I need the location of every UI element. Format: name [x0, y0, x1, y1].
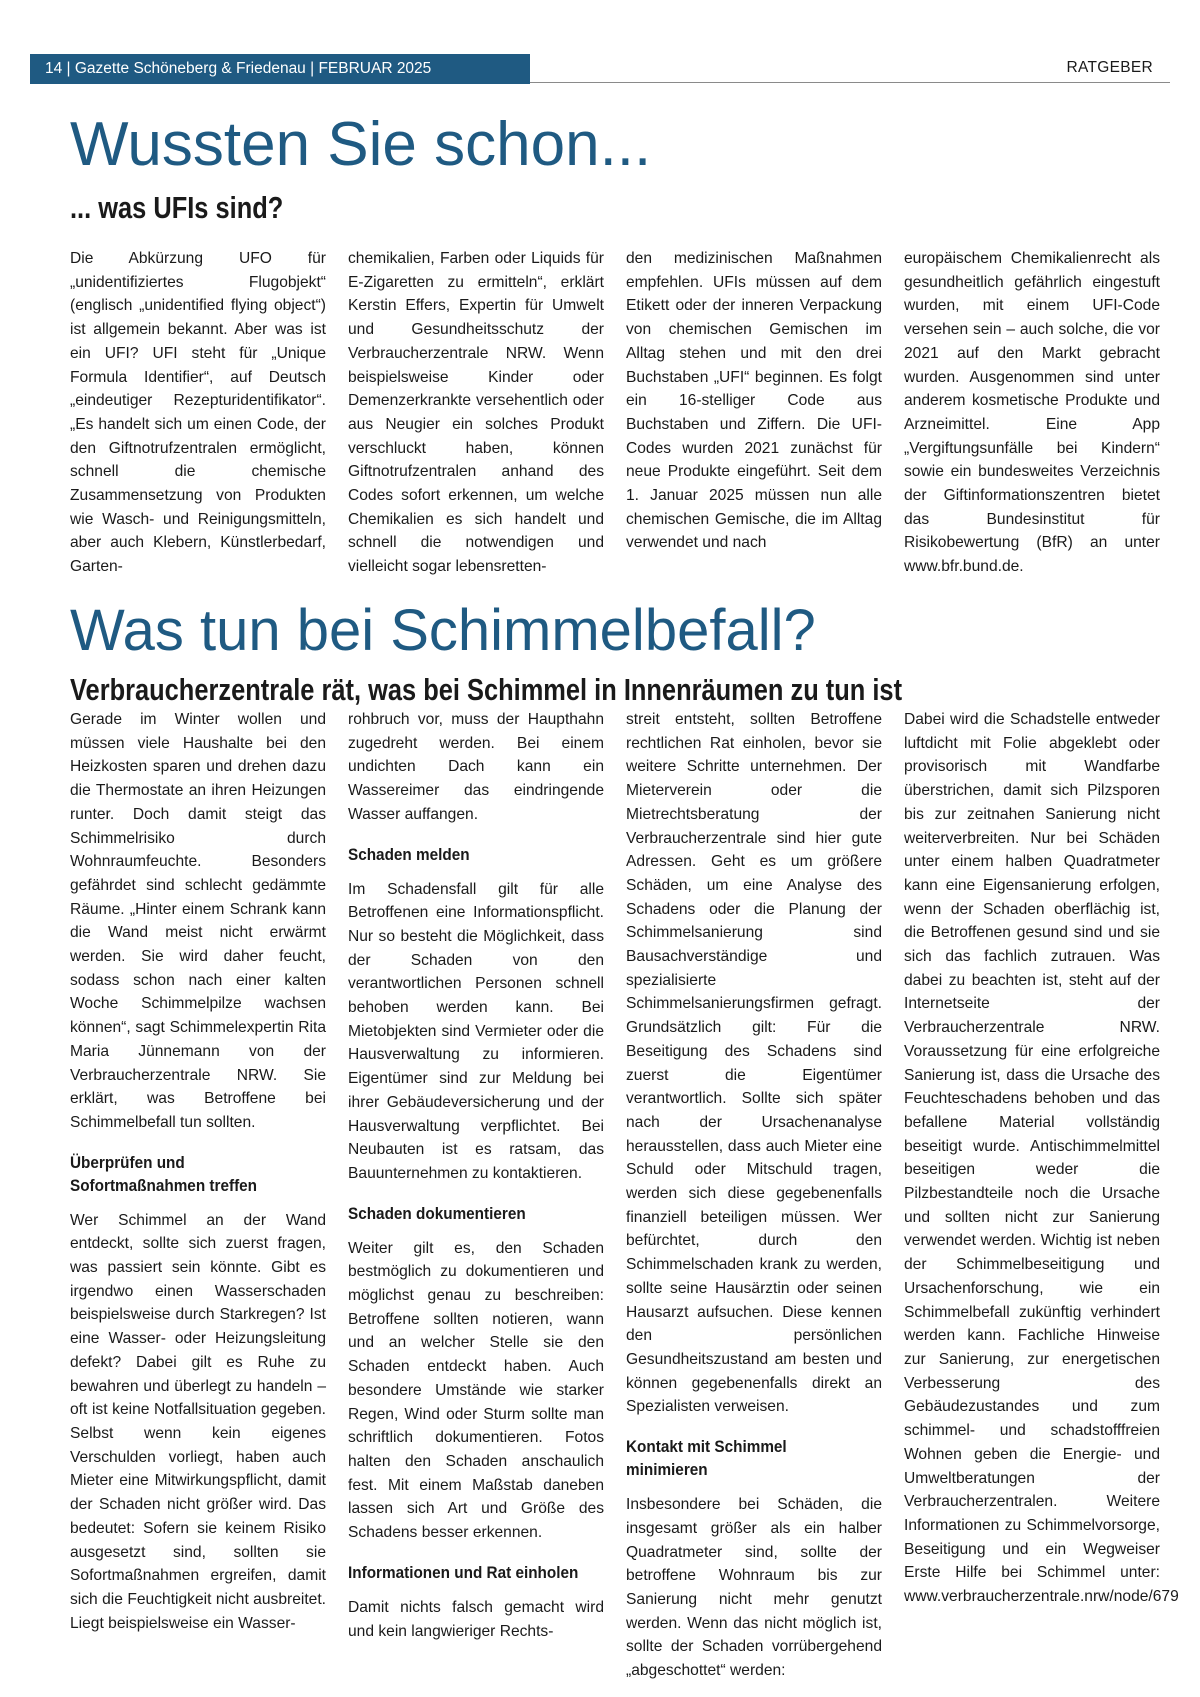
- article1-col1-text: Die Abkürzung UFO für „unidentifiziertes Flugobjekt“ (englisch „unidentified flying object“) ist allgemein bekannt. Aber was ist ein UFI? UFI steht für „Unique Formula Identifier“, auf Deutsch „eindeutiger Rezepturidentifikator“. „Es handelt sich um einen Code, der den Giftnotrufzentralen ermöglicht, schnell die chemische Zusammensetzung von Produkten wie Wasch- und Reinigungsmitteln, aber auch Klebern, Künstlerbedarf, Garten-: [70, 250, 326, 576]
- article1-col4-text: europäischem Chemikalienrecht als gesundheitlich gefährlich eingestuft wurden, mit einem UFI-Code versehen sein – auch solche, die vor 2021 auf den Markt gebracht wurden. Ausgenommen sind unter anderem kosmetische Produkte und Arzneimittel. Eine App „Vergiftungsunfälle bei Kindern“ sowie ein bundesweites Verzeichnis der Giftinformationszentren bietet das Bundesinstitut für Risikobewertung (BfR) an unter www.bfr.bund.de.: [904, 250, 1160, 576]
- article1-column-2: [348, 247, 604, 579]
- article2-subheading: Kontakt mit Schimmel minimieren: [626, 1437, 787, 1480]
- article2-col1-paragraph: Gerade im Winter wollen und müssen viele Haushalte bei den Heizkosten sparen und drehen dazu die Thermostate an ihren Heizungen runter. Doch damit steigt das Schimmelrisiko durch Wohnraumfeuchte. Besonders gefährdet sind schlecht gedämmte Räume. „Hinter einem Schrank kann die Wand meist nicht erwärmt werden. Sie wird daher feucht, sodass schon nach einer kalten Woche Schimmelpilze wachsen können“, sagt Schimmelexpertin Rita Maria Jünnemann von der Verbraucherzentrale NRW. Sie erklärt, was Betroffene bei Schimmelbefall tun sollten.: [70, 711, 326, 1131]
- header-rule: [530, 82, 1170, 83]
- article2-col1-paragraph: Wer Schimmel an der Wand entdeckt, sollte sich zuerst fragen, was passiert sein könnte. Gibt es irgendwo einen Wasserschaden beispielsweise durch Starkregen? Ist eine Wasser- oder Heizungsleitung defekt? Dabei gilt es Ruhe zu bewahren und überlegt zu handeln – oft ist keine Notfallsituation gegeben. Selbst wenn kein eigenes Verschulden vorliegt, haben auch Mieter eine Mitwirkungspflicht, damit der Schaden nicht größer wird. Das bedeutet: Sofern sie keinem Risiko ausgesetzt sind, sollten sie Sofortmaßnahmen ergreifen, damit sich die Feuchtigkeit nicht ausbreitet. Liegt beispielsweise ein Wasser-: [70, 1211, 326, 1632]
- article2-subheading: Schaden melden: [348, 844, 470, 864]
- article2-subheading: Überprüfen und Sofortmaßnahmen treffen: [70, 1152, 258, 1195]
- article2-column-3: [626, 708, 882, 1683]
- article1-col2-text: chemikalien, Farben oder Liquids für E-Zigaretten zu ermitteln“, erklärt Kerstin Effers, Expertin für Umwelt und Gesundheitsschutz der Verbraucherzentrale NRW. Wenn beispielsweise Kinder oder Demenzerkrankte versehentlich oder aus Neugier ein solches Produkt verschluckt haben, können Giftnotrufzentralen anhand des Codes sofort erkennen, um welche Chemikalien es sich handelt und schnell die notwendigen und vielleicht sogar lebensretten-: [348, 250, 604, 576]
- article2-col2-paragraph: Im Schadensfall gilt für alle Betroffenen eine Informationspflicht. Nur so besteht die Möglichkeit, dass der Schaden von den verantwortlichen Personen schnell behoben werden kann. Bei Mietobjekten sind Vermieter oder die Hausverwaltung zu informieren. Eigentümer sind zur Meldung bei ihrer Gebäudeversicherung und der Hausverwaltung verpflichtet. Bei Neubauten ist es ratsam, das Bauunternehmen zu kontaktieren.: [348, 880, 604, 1182]
- article1-column-4: [904, 247, 1160, 579]
- article1-subtitle: ... was UFIs sind?: [70, 190, 284, 225]
- article2-column-2: [348, 708, 604, 1643]
- section-label: RATGEBER: [1066, 59, 1153, 76]
- article2-col3-paragraph: streit entsteht, sollten Betroffene rechtlichen Rat einholen, bevor sie weitere Schritte unternehmen. Der Mieterverein oder die Mietrechtsberatung der Verbraucherzentrale sind hier gute Adressen. Geht es um größere Schäden, um eine Analyse des Schadens oder die Planung der Schimmelsanierung sind Bausachverständige und spezialisierte Schimmelsanierungsfirmen gefragt. Grundsätzlich gilt: Für die Beseitigung des Schadens sind zuerst die Eigentümer verantwortlich. Sollte sich später nach der Ursachenanalyse herausstellen, dass auch Mieter eine Schuld oder Mitschuld tragen, werden sich diese gegebenenfalls finanziell beteiligen müssen. Wer befürchtet, durch den Schimmelschaden krank zu werden, sollte seine Hausärztin oder seinen Hausarzt aufsuchen. Diese kennen den persönlichen Gesundheitszustand am besten und können gegebenenfalls direkt an Spezialisten verweisen.: [626, 711, 882, 1416]
- article2-col3-paragraph: Insbesondere bei Schäden, die insgesamt größer als ein halber Quadratmeter sind, sollte der betroffene Wohnraum bis zur Sanierung nicht mehr genutzt werden. Wenn das nicht möglich ist, sollte der Schaden vorrübergehend „abgeschottet“ werden:: [626, 1496, 882, 1680]
- article2-subtitle: Verbraucherzentrale rät, was bei Schimmel in Innenräumen zu tun ist: [70, 672, 903, 707]
- article2-col2-paragraph: rohbruch vor, muss der Haupthahn zugedreht werden. Bei einem undichten Dach kann ein Wassereimer das eindringende Wasser auffangen.: [348, 711, 604, 823]
- masthead-text: 14 | Gazette Schöneberg & Friedenau | FEBRUAR 2025: [45, 60, 432, 77]
- article1-column-3: [626, 247, 882, 555]
- article1-title: Wussten Sie schon...: [70, 110, 652, 179]
- article2-column-4: [904, 708, 1179, 1609]
- article2-col4-paragraph: Dabei wird die Schadstelle entweder luftdicht mit Folie abgeklebt oder provisorisch mit Wandfarbe überstrichen, damit sich Pilzsporen bis zur zeitnahen Sanierung nicht weiterverbreiten. Nur bei Schäden unter einem halben Quadratmeter kann eine Eigensanierung erfolgen, wenn der Schaden oberflächig ist, die Betroffenen gesund sind und sie sich das fachlich zutrauen. Was dabei zu beachten ist, steht auf der Internetseite der Verbraucherzentrale NRW. Voraussetzung für eine erfolgreiche Sanierung ist, dass die Ursache des Feuchteschadens behoben und das befallene Material vollständig beseitigt wurde. Antischimmelmittel beseitigen weder die Pilzbestandteile noch die Ursache und sollten nicht zur Sanierung verwendet werden. Wichtig ist neben der Schimmelbeseitigung und Ursachenforschung, wie ein Schimmelbefall zukünftig verhindert werden kann. Fachliche Hinweise zur Sanierung, zur energetischen Verbesserung des Gebäudezustandes und zum schimmel- und schadstofffreien Wohnen geben die Energie- und Umweltberatungen der Verbraucherzentralen. Weitere Informationen zu Schimmelvorsorge, Beseitigung und ein Wegweiser Erste Hilfe bei Schimmel unter: www.verbraucherzentrale.nrw/node/679: [904, 711, 1179, 1606]
- article2-column-1: [70, 708, 326, 1635]
- article2-col2-paragraph: Damit nichts falsch gemacht wird und kein langwieriger Rechts-: [348, 1598, 604, 1640]
- article2-col2-paragraph: Weiter gilt es, den Schaden bestmöglich zu dokumentieren und möglichst genau zu beschreiben: Betroffene sollten notieren, wann und an welcher Stelle sie den Schaden entdeckt haben. Auch besondere Umstände wie starker Regen, Wind oder Sturm sollte man schriftlich dokumentieren. Fotos halten den Schaden anschaulich fest. Mit einem Maßstab daneben lassen sich Art und Größe des Schadens besser erkennen.: [348, 1239, 604, 1542]
- article2-subheading: Schaden dokumentieren: [348, 1203, 526, 1223]
- article2-subheading: Informationen und Rat einholen: [348, 1562, 579, 1582]
- article1-col3-text: den medizinischen Maßnahmen empfehlen. UFIs müssen auf dem Etikett oder der inneren Verpackung von chemischen Gemischen im Alltag stehen und mit den drei Buchstaben „UFI“ beginnen. Es folgt ein 16-stelliger Code aus Buchstaben und Ziffern. Die UFI-Codes wurden 2021 zunächst für neue Produkte eingeführt. Seit dem 1. Januar 2025 müssen nun alle chemischen Gemische, die im Alltag verwendet und nach: [626, 250, 882, 552]
- masthead-bar: [30, 54, 530, 84]
- article2-title: Was tun bei Schimmelbefall?: [70, 598, 816, 663]
- article1-column-1: [70, 247, 326, 579]
